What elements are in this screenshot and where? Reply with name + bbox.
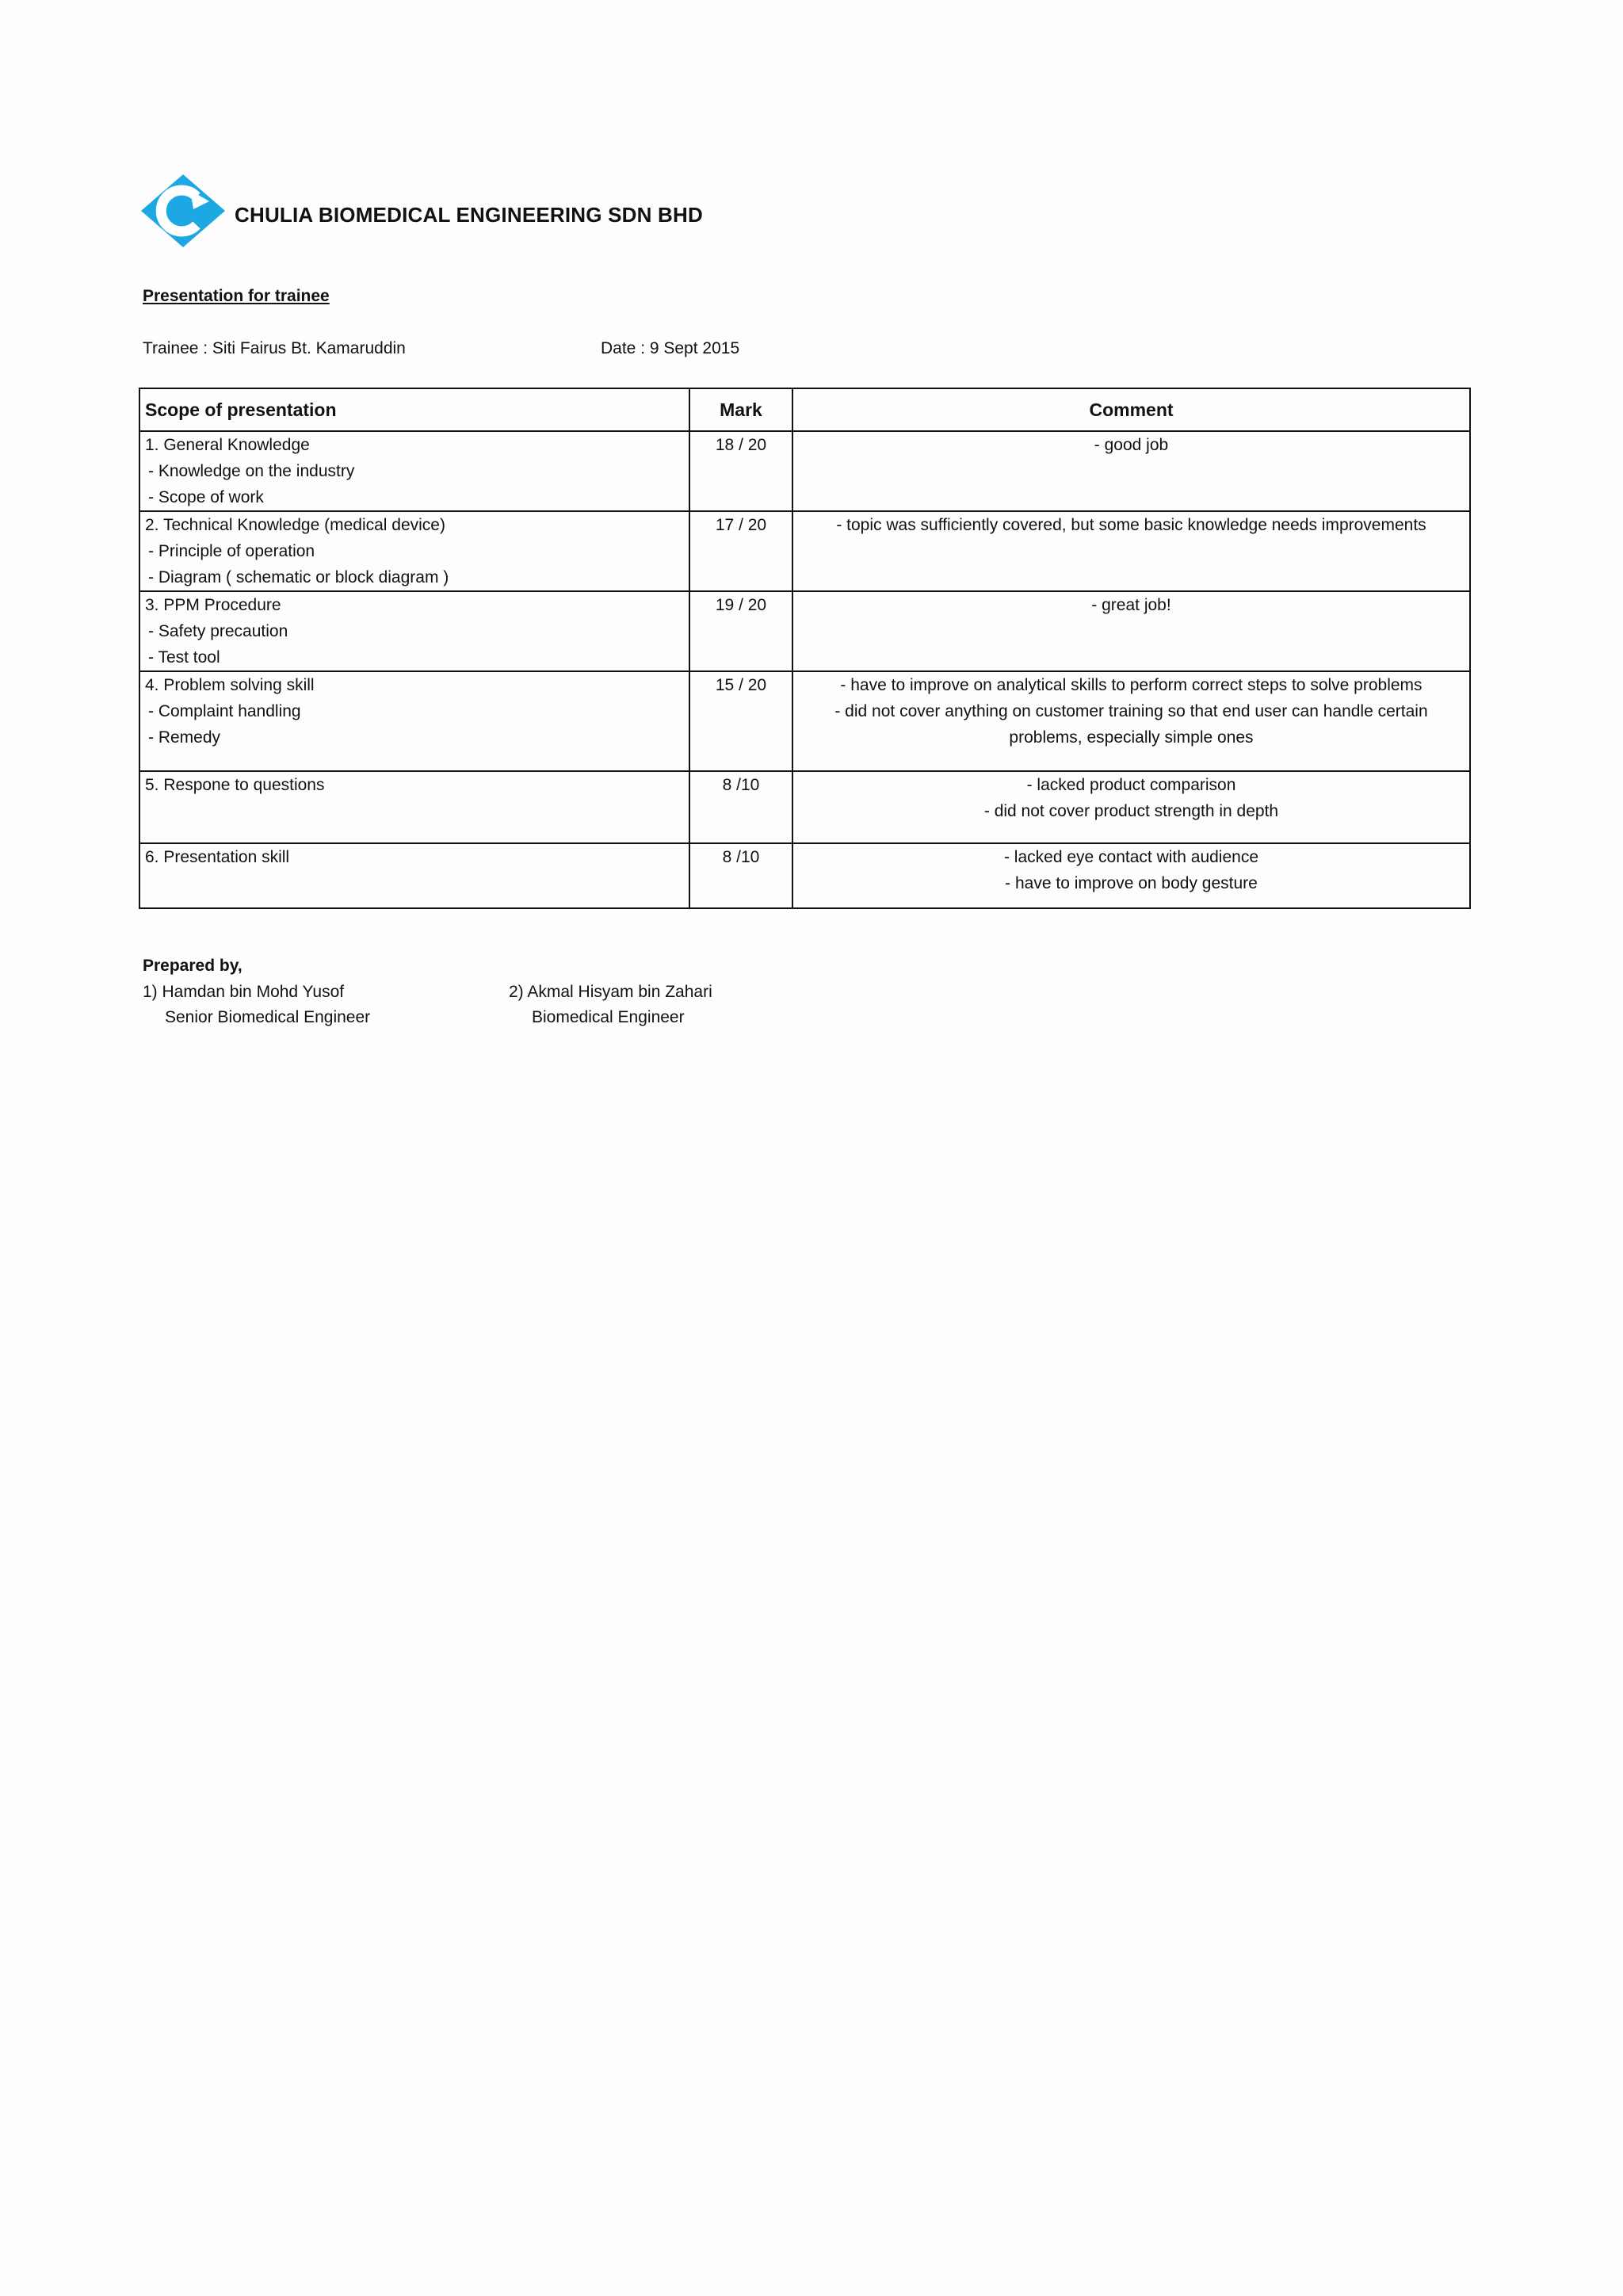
comment-line: - great job! — [1091, 596, 1171, 614]
table-row — [139, 843, 1470, 908]
scope-title: 6. Presentation skill — [145, 848, 290, 866]
comment-cell — [792, 431, 1470, 511]
comment-line: - lacked eye contact with audience — [1003, 848, 1259, 866]
mark-cell: 19 / 20 — [689, 591, 792, 671]
scope-title: 1. General Knowledge — [145, 436, 310, 454]
trainee-name: Trainee : Siti Fairus Bt. Kamaruddin — [143, 339, 406, 357]
comment-line: - have to improve on analytical skills to perform correct steps to solve problems — [840, 676, 1423, 694]
comment-line: - did not cover anything on customer training so that end user can handle certain problems, especially simple ones — [834, 702, 1428, 747]
scope-cell — [139, 671, 689, 771]
comment-line: - have to improve on body gesture — [1005, 874, 1258, 892]
mark-cell: 8 /10 — [689, 843, 792, 908]
table-row — [139, 431, 1470, 511]
mark-cell: 15 / 20 — [689, 671, 792, 771]
scope-item: - Diagram ( schematic or block diagram ) — [148, 568, 449, 586]
comment-cell — [792, 511, 1470, 591]
scope-item: - Knowledge on the industry — [148, 462, 355, 480]
signatory-role: Biomedical Engineer — [532, 1008, 685, 1026]
signatory-name: 2) Akmal Hisyam bin Zahari — [509, 983, 712, 1001]
scope-item: - Principle of operation — [148, 542, 315, 560]
table-row — [139, 671, 1470, 771]
scope-item: - Complaint handling — [148, 702, 301, 720]
table-row — [139, 511, 1470, 591]
document-title: Presentation for trainee — [143, 287, 330, 305]
scope-item: - Safety precaution — [148, 622, 288, 640]
comment-cell — [792, 671, 1470, 771]
scope-cell — [139, 591, 689, 671]
chulia-logo-icon — [139, 173, 227, 249]
mark-cell: 17 / 20 — [689, 511, 792, 591]
signatory-name: 1) Hamdan bin Mohd Yusof — [143, 983, 345, 1001]
scope-cell — [139, 511, 689, 591]
scope-item: - Scope of work — [148, 488, 264, 506]
comment-line: - lacked product comparison — [1026, 776, 1236, 794]
table-header-row — [139, 388, 1470, 431]
scope-title: 2. Technical Knowledge (medical device) — [145, 516, 445, 534]
scope-title: 3. PPM Procedure — [145, 596, 281, 614]
scope-cell — [139, 771, 689, 843]
evaluation-table — [139, 388, 1471, 909]
scope-item: - Remedy — [148, 728, 221, 747]
mark-cell: 18 / 20 — [689, 431, 792, 511]
signatory-role: Senior Biomedical Engineer — [165, 1008, 371, 1026]
scope-title: 5. Respone to questions — [145, 776, 325, 794]
table-row — [139, 771, 1470, 843]
scope-cell — [139, 843, 689, 908]
scope-header: Scope of presentation — [139, 388, 689, 431]
comment-cell — [792, 843, 1470, 908]
presentation-date: Date : 9 Sept 2015 — [601, 339, 740, 357]
comment-cell — [792, 771, 1470, 843]
scope-item: - Test tool — [148, 648, 220, 667]
company-name: CHULIA BIOMEDICAL ENGINEERING SDN BHD — [235, 203, 703, 227]
mark-cell: 8 /10 — [689, 771, 792, 843]
prepared-by-label: Prepared by, — [143, 957, 242, 975]
comment-cell — [792, 591, 1470, 671]
scope-cell — [139, 431, 689, 511]
comment-line: - did not cover product strength in depth — [983, 802, 1279, 820]
comment-line: - topic was sufficiently covered, but some basic knowledge needs improvements — [836, 516, 1426, 534]
comment-line: - good job — [1094, 436, 1169, 454]
scope-title: 4. Problem solving skill — [145, 676, 315, 694]
mark-header: Mark — [689, 388, 792, 431]
comment-header: Comment — [792, 388, 1470, 431]
table-row — [139, 591, 1470, 671]
